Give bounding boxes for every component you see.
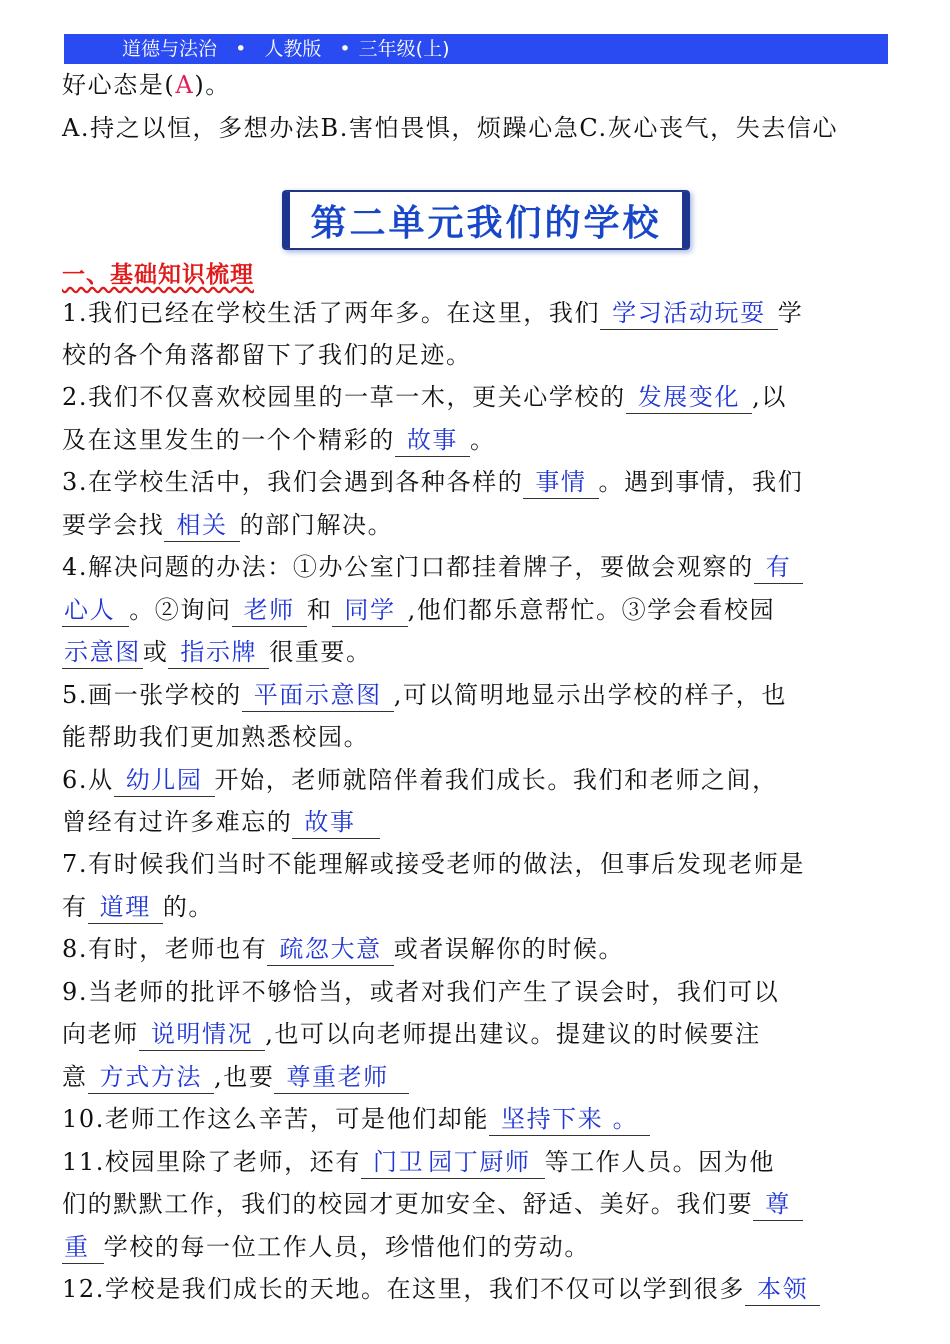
item-11-line-3 [62, 1232, 590, 1264]
answer-blank: 尊重老师 [274, 1062, 408, 1094]
header-publisher: 人教版 [264, 38, 322, 60]
answer-blank: 重 [62, 1232, 104, 1264]
text: 或者误解你的时候。 [393, 935, 625, 963]
item-11-line-2 [62, 1189, 803, 1221]
prev-question-stem [62, 70, 231, 100]
text: 要学会找 [62, 511, 165, 539]
text: 12.学校是我们成长的天地。在这里，我们不仅可以学到很多 [62, 1275, 745, 1303]
answer-blank: 有 [754, 552, 804, 584]
answer-blank: 心人 [62, 595, 129, 627]
item-7-line-1: 7.有时候我们当时不能理解或接受老师的做法，但事后发现老师是 [62, 850, 805, 878]
answer-blank: 故事 [292, 807, 379, 839]
item-5-line-1 [62, 680, 787, 712]
text: 10.老师工作这么辛苦，可是他们却能 [62, 1105, 489, 1133]
text: 学校的每一位工作人员，珍惜他们的劳动。 [103, 1233, 591, 1261]
answer-blank: 同学 [332, 595, 407, 627]
text: 11.校园里除了老师，还有 [62, 1148, 361, 1176]
answer-blank: 发展变化 [626, 382, 752, 414]
header-subject: 道德与法治 [122, 38, 218, 60]
text: 。遇到事情，我们 [598, 468, 804, 496]
header-separator: • [339, 38, 351, 60]
text: 和 [306, 596, 333, 624]
text: ,以 [752, 383, 787, 411]
text: 很重要。 [269, 638, 372, 666]
answer-blank: 坚持下来 。 [489, 1104, 650, 1136]
answer-blank: 道理 [88, 892, 163, 924]
answer-blank: 示意图 [62, 637, 143, 669]
item-6-line-1 [62, 765, 778, 797]
item-9-line-3 [62, 1062, 409, 1094]
text: 们的默默工作，我们的校园才更加安全、舒适、美好。我们要 [62, 1190, 754, 1218]
text: 5.画一张学校的 [62, 681, 242, 709]
text: 4.解决问题的办法：①办公室门口都挂着牌子，要做会观察的 [62, 553, 754, 581]
header-grade: 三年级(上) [358, 38, 450, 60]
stem-text: )。 [194, 71, 231, 99]
answer-blank: 本领 [745, 1274, 820, 1306]
answer-blank: 老师 [232, 595, 307, 627]
text: 或 [142, 638, 169, 666]
text: 学 [777, 299, 804, 327]
text: 有 [62, 893, 88, 921]
item-11-line-1 [62, 1147, 775, 1179]
stem-text: 好心态是( [62, 71, 176, 99]
answer-blank: 门卫 [361, 1147, 426, 1179]
text: ,可以简明地显示出学校的样子，也 [393, 681, 787, 709]
text: 意 [62, 1063, 88, 1091]
text: 的部门解决。 [239, 511, 394, 539]
answer-blank: 幼儿园 [114, 765, 215, 797]
item-6-line-2 [62, 807, 380, 839]
text: 及在这里发生的一个个精彩的 [62, 426, 395, 454]
text: 曾经有过许多难忘的 [62, 808, 293, 836]
item-9-line-2 [62, 1019, 761, 1051]
text: ,他们都乐意帮忙。③学会看校园 [407, 596, 776, 624]
item-1-line-2: 校的各个角落都留下了我们的足迹。 [62, 341, 472, 369]
answer-blank: 事情 [523, 467, 598, 499]
unit-title: 第二单元我们的学校 [310, 202, 662, 244]
answer-blank: 尊 [753, 1189, 803, 1221]
item-4-line-2 [62, 595, 775, 627]
item-8-line-1 [62, 934, 624, 966]
item-10-line-1 [62, 1104, 650, 1136]
text: 3.在学校生活中，我们会遇到各种各样的 [62, 468, 524, 496]
answer-blank: 故事 [395, 425, 470, 457]
item-2-line-1 [62, 382, 787, 414]
item-3-line-1 [62, 467, 803, 499]
text: 8.有时，老师也有 [62, 935, 268, 963]
unit-title-box [282, 190, 690, 250]
item-2-line-2 [62, 425, 496, 457]
answer-blank: 相关 [164, 510, 239, 542]
item-4-line-3 [62, 637, 372, 669]
item-12-line-1 [62, 1274, 820, 1306]
item-1-line-1 [62, 298, 803, 330]
text: 。②询问 [129, 596, 232, 624]
item-4-line-1 [62, 552, 803, 584]
text: 。 [470, 426, 496, 454]
header-separator: • [235, 38, 247, 60]
text: ,也要 [214, 1063, 275, 1091]
text: 1.我们已经在学校生活了两年多。在这里，我们 [62, 299, 601, 327]
item-3-line-2 [62, 510, 393, 542]
answer-blank: 学习活动玩耍 [600, 298, 778, 330]
prev-question-options: A.持之以恒，多想办法B.害怕畏惧，烦躁心急C.灰心丧气，失去信心 [62, 114, 839, 142]
item-9-line-1: 9.当老师的批评不够恰当，或者对我们产生了误会时，我们可以 [62, 978, 780, 1006]
item-7-line-2 [62, 892, 214, 924]
text: 2.我们不仅喜欢校园里的一草一木，更关心学校的 [62, 383, 626, 411]
answer-blank: 说明情况 [139, 1019, 265, 1051]
answer-blank: 园丁厨师 [426, 1147, 544, 1179]
text: 的。 [162, 893, 215, 921]
text: 等工作人员。因为他 [544, 1148, 775, 1176]
item-5-line-2: 能帮助我们更加熟悉校园。 [62, 723, 370, 751]
answer-blank: 指示牌 [168, 637, 269, 669]
answer-blank: 疏忽大意 [267, 934, 393, 966]
text: ,也可以向老师提出建议。提建议的时候要注 [265, 1020, 761, 1048]
header-bar [64, 34, 888, 64]
answer-text: A [175, 71, 195, 99]
section-title: 一、基础知识梳理 [62, 262, 254, 288]
text: 6.从 [62, 766, 114, 794]
text: 开始，老师就陪伴着我们成长。我们和老师之间， [214, 766, 778, 794]
answer-blank: 平面示意图 [242, 680, 394, 712]
answer-blank: 方式方法 [88, 1062, 214, 1094]
text: 向老师 [62, 1020, 139, 1048]
